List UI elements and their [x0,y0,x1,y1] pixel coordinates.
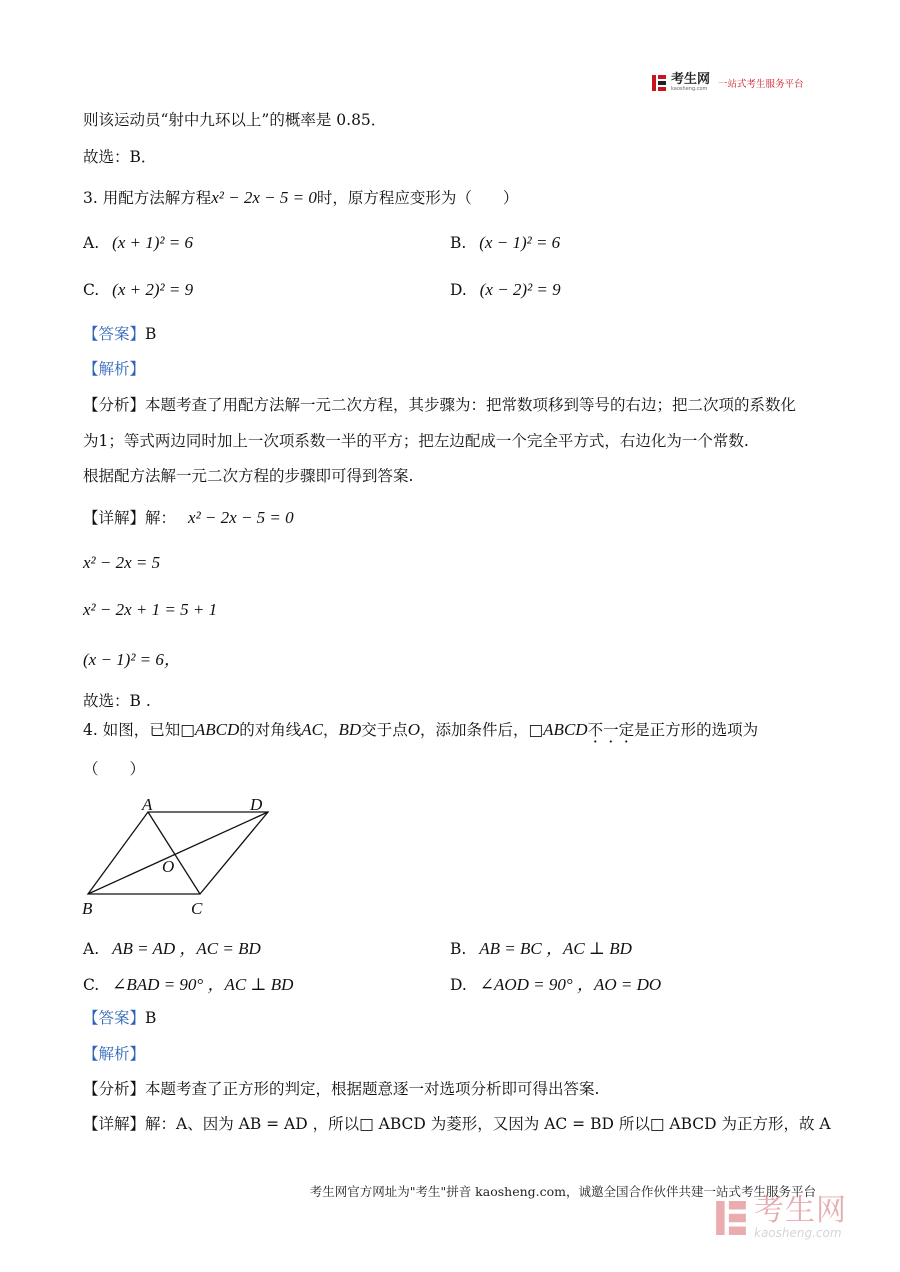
emphasis-char: 不 [587,721,604,739]
watermark-brand: 考生网 [754,1193,847,1228]
option-label: B. [450,940,467,958]
detail-prefix: 解： [145,509,177,527]
q3-step-1: x² − 2x = 5 [83,553,161,572]
option-expr: ∠AOD = 90° ，AO = DO [479,975,662,994]
q2-conclusion-line: 则该运动员“射中九环以上”的概率是 0.85． [83,111,387,129]
q3-option-d [450,280,561,300]
watermark-domain: kaosheng.com [754,1226,842,1240]
q3-equation: x² − 2x − 5 = 0 [211,188,317,207]
q4-comma: ， [323,721,339,739]
q3-step-2: x² − 2x + 1 = 5 + 1 [83,600,218,619]
option-label: B. [450,234,467,252]
q4-option-b [450,934,632,959]
brand-name: 考生网 [671,72,711,87]
brand-block [671,74,710,92]
option-expr: ∠BAD = 90° ，AC ⊥ BD [112,975,294,994]
q4-bd: BD [338,720,362,739]
q4-ac: AC [301,720,324,739]
fenxi-text: 本题考查了正方形的判定，根据题意逐一对选项分析即可得出答案. [145,1080,600,1098]
q3-stem [83,186,518,208]
vertex-label-b: B [82,899,93,918]
q4-option-a [83,934,261,959]
footer-text: 考生网官方网址为"考生"拼音 kaosheng.com，诚邀全国合作伙伴共建一站式考生服务平台 [309,1184,816,1199]
answer-value: B [145,1009,157,1027]
emphasis-char: 定 [618,721,635,739]
fenxi-tag: 【分析】 [83,1080,146,1098]
q2-choice-line: 故选：B． [83,148,157,166]
detail-tag: 【详解】 [83,1115,146,1133]
option-expr: AB = AD ，AC = BD [112,939,261,958]
detail-text: 解：A、因为 AB = AD ，所以□ ABCD 为菱形，又因为 AC = BD 所以□ ABCD 为正方形，故 A [145,1115,831,1133]
q4-fenxi [83,1077,599,1099]
answer-tag: 【答案】 [83,1009,146,1027]
option-expr: (x − 1)² = 6 [479,233,561,252]
q4-detail [83,1112,831,1134]
q3-option-a [83,233,193,253]
answer-value: B [145,325,157,343]
q3-option-c [83,280,193,300]
q4-abcd-2: ABCD [543,720,588,739]
center-label-o: O [162,857,175,876]
fenxi-tag: 【分析】 [83,396,146,414]
parallelogram-symbol-2: □ [528,721,544,739]
diagonal-bd [88,812,268,894]
parallelogram-figure [78,792,278,920]
header-logo [651,74,804,92]
q3-fenxi-line1 [83,393,796,415]
watermark-logo-icon [714,1198,748,1238]
option-label: C. [83,281,100,299]
brand-logo-icon [651,74,667,92]
option-label: D. [450,976,467,994]
q4-stem-e: 是正方形的选项为 [634,721,759,739]
vertex-label-a: A [142,795,153,814]
watermark-text-block [754,1193,847,1240]
fenxi-text: 本题考查了用配方法解一元二次方程，其步骤为：把常数项移到等号的右边；把二次项的系数化 [145,396,797,414]
q4-stem-a: 4. 如图，已知 [83,721,181,739]
option-label: C. [83,976,100,994]
vertex-label-d: D [250,795,263,814]
option-label: D. [450,281,467,299]
q3-conclusion: 故选：B . [83,692,151,710]
detail-step-0: x² − 2x − 5 = 0 [188,508,294,527]
q4-abcd: ABCD [194,720,240,739]
emphasis-char: 一 [603,721,619,739]
detail-tag: 【详解】 [83,509,146,527]
q4-paren: （ ） [83,760,146,778]
q4-stem-d: ，添加条件后， [420,721,529,739]
watermark [714,1193,847,1240]
q4-stem [83,718,758,740]
option-label: A. [83,940,100,958]
brand-slogan: 一站式考生服务平台 [718,79,804,90]
q3-fenxi-line3: 根据配方法解一元二次方程的步骤即可得到答案. [83,467,414,485]
q3-step-3: (x − 1)² = 6， [83,650,181,669]
diagonal-ac [148,812,200,894]
q4-analysis-tag: 【解析】 [83,1045,146,1063]
q4-o: O [407,720,420,739]
q4-stem-c: 交于点 [361,721,408,739]
answer-tag: 【答案】 [83,325,146,343]
parallelogram-symbol: □ [180,721,195,739]
q3-analysis-tag: 【解析】 [83,360,146,378]
vertex-label-c: C [191,899,203,918]
option-label: A. [83,234,100,252]
brand-domain: kaosheng.com [671,86,708,92]
q3-option-b [450,233,560,253]
option-expr: (x − 2)² = 9 [479,280,561,299]
q4-answer [83,1006,156,1028]
option-expr: AB = BC ，AC ⊥ BD [479,939,632,958]
q3-stem-text: 3. 用配方法解方程 [83,189,212,207]
q3-fenxi-line2: 为1；等式两边同时加上一次项系数一半的平方；把左边配成一个完全平方式，右边化为一个常数. [83,432,749,450]
q4-stem-b: 的对角线 [239,721,302,739]
q4-option-c [83,970,293,995]
option-expr: (x + 1)² = 6 [112,233,193,252]
q4-option-d [450,970,661,995]
q3-detail [83,506,294,528]
q3-answer [83,322,156,344]
q3-stem-tail: 时，原方程应变形为（ ） [316,189,519,207]
option-expr: (x + 2)² = 9 [112,280,194,299]
